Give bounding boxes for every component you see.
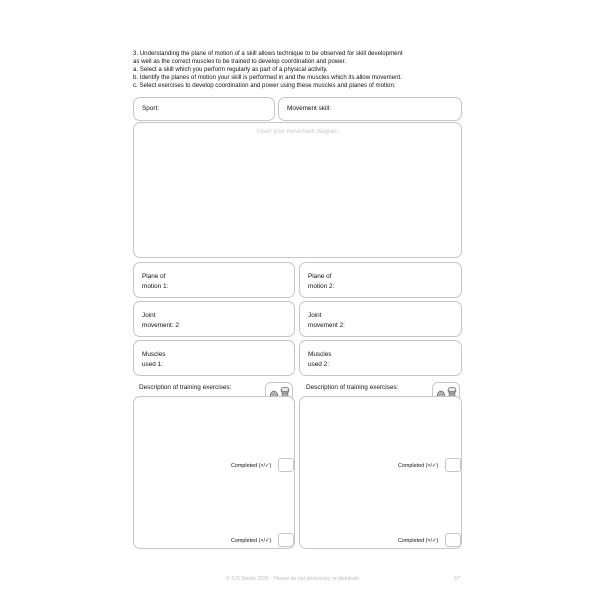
label-line: Muscles xyxy=(308,351,332,358)
plane-of-motion-1-label xyxy=(142,272,202,292)
muscles-used-2-label xyxy=(308,350,368,370)
instruction-line: c. Select exercises to develop coordination and power using these muscles and planes of motion. xyxy=(133,82,396,90)
completed-label: Completed (×/✓) xyxy=(231,463,272,469)
joint-movement-2-field[interactable] xyxy=(299,301,462,337)
plane-of-motion-2-field[interactable] xyxy=(299,262,462,298)
completed-checkbox[interactable] xyxy=(278,458,294,472)
label-line: used 1: xyxy=(142,361,163,368)
training-exercises-left-area[interactable] xyxy=(133,396,295,549)
diagram-placeholder: Insert your movement diagram xyxy=(256,129,339,135)
label-line: Plane of xyxy=(308,273,332,280)
completed-checkbox[interactable] xyxy=(445,458,461,472)
label-line: Plane of xyxy=(142,273,166,280)
page-number: 67 xyxy=(454,576,460,582)
label-line: Joint xyxy=(142,312,156,319)
sport-field[interactable] xyxy=(133,97,275,121)
muscles-used-2-field[interactable] xyxy=(299,340,462,376)
label-line: motion 1: xyxy=(142,283,169,290)
copyright-footer: © S D Martin 2026 - Please do not photocopy or distribute xyxy=(226,576,360,582)
sport-label: Sport: xyxy=(142,105,160,112)
instructions xyxy=(133,50,468,90)
joint-movement-1-label xyxy=(142,311,202,331)
label-line: Muscles xyxy=(142,351,166,358)
completed-label: Completed (×/✓) xyxy=(398,463,439,469)
muscles-used-1-field[interactable] xyxy=(133,340,295,376)
instruction-line: b. Identify the planes of motion your skill is performed in and the muscles which its allow movement. xyxy=(133,74,402,82)
instruction-line: as well as the correct muscles to be trained to develop coordination and power. xyxy=(133,58,347,66)
training-exercises-right-area[interactable] xyxy=(299,396,462,549)
movement-skill-label: Movement skill: xyxy=(287,105,332,112)
completed-checkbox[interactable] xyxy=(278,533,294,547)
label-line: Joint xyxy=(308,312,322,319)
joint-movement-1-field[interactable] xyxy=(133,301,295,337)
completed-label: Completed (×/✓) xyxy=(231,538,272,544)
instruction-line: 3. Understanding the plane of motion of a skill allows technique to be observed for skill development xyxy=(133,50,403,57)
label-line: used 2: xyxy=(308,361,329,368)
training-description-title-left: Description of training exercises: xyxy=(139,384,232,391)
instruction-line: a. Select a skill which you perform regularly as part of a physical activity. xyxy=(133,66,328,74)
muscles-used-1-label xyxy=(142,350,202,370)
plane-of-motion-1-field[interactable] xyxy=(133,262,295,298)
completed-checkbox[interactable] xyxy=(445,533,461,547)
label-line: motion 2: xyxy=(308,283,335,290)
movement-diagram-area[interactable] xyxy=(133,122,462,258)
completed-label: Completed (×/✓) xyxy=(398,538,439,544)
plane-of-motion-2-label xyxy=(308,272,368,292)
label-line: movement 2: xyxy=(308,322,345,329)
movement-skill-field[interactable] xyxy=(278,97,462,121)
joint-movement-2-label xyxy=(308,311,368,331)
label-line: movement: 2 xyxy=(142,322,179,329)
training-description-title-right: Description of training exercises: xyxy=(306,384,399,391)
